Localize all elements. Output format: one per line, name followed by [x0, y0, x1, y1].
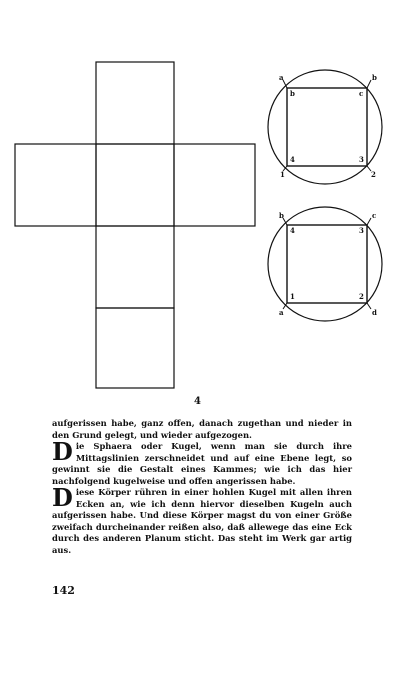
paragraph-2 — [52, 437, 352, 487]
square-lower — [287, 225, 367, 303]
figure-number: 4 — [194, 396, 201, 407]
paragraph-1: aufgerissen habe, ganz offen, danach zugethan und nieder in den Grund gelegt, und wieder aufgezogen. — [52, 418, 352, 440]
label-upper-b-inner: b — [290, 89, 295, 98]
label-upper-a: a — [279, 73, 284, 82]
cube-face-lower — [96, 226, 174, 308]
circle-upper — [268, 70, 382, 184]
paragraph-2-text: ie Sphaera oder Kugel, wenn man sie durch ihre Mittagslinien zerschneidet und auf eine Ebene legt, so gewinnt sie die Gestalt eines Kammes; wie ich das hier nachfolgend kugelweise und offen angerissen habe. — [52, 441, 352, 486]
circle-diagram-upper — [268, 70, 382, 184]
cube-face-left — [15, 144, 96, 226]
edge-lower-bc — [367, 218, 371, 225]
paragraph-3-text: iese Körper rühren in einer hohlen Kugel mit allen ihren Ecken an, wie ich denn hiervor dieselben Kugeln auch aufgerissen habe. Und diese Körper magst du von einer Größe zweifach durcheinander reißen also, daß allewege das eine Eck durch des anderen Planum sticht. Das steht im Werk gar artig aus. — [52, 487, 352, 555]
label-lower-a: a — [279, 308, 284, 317]
label-upper-b-outer: b — [372, 73, 377, 82]
body-text — [52, 418, 352, 556]
circle-diagram-lower — [268, 207, 382, 321]
paragraph-3 — [52, 483, 352, 556]
label-lower-d: d — [372, 308, 377, 317]
label-upper-4: 4 — [290, 155, 295, 164]
edge-upper-bc — [367, 80, 371, 88]
label-lower-b: b — [279, 211, 284, 220]
drop-cap-initial: D — [52, 483, 73, 512]
label-lower-3: 3 — [359, 226, 364, 235]
circle-lower — [268, 207, 382, 321]
drop-cap-initial: D — [52, 437, 73, 466]
cube-face-top — [96, 62, 174, 144]
label-lower-1: 1 — [290, 292, 295, 301]
edge-lower-cd — [367, 303, 371, 309]
label-lower-4: 4 — [290, 226, 295, 235]
label-lower-c: c — [372, 211, 377, 220]
cube-face-center — [96, 144, 174, 226]
label-upper-1: 1 — [280, 170, 285, 179]
label-upper-c: c — [359, 89, 364, 98]
square-upper — [287, 88, 367, 166]
label-lower-2: 2 — [359, 292, 364, 301]
label-upper-3: 3 — [359, 155, 364, 164]
page-number: 142 — [52, 584, 75, 597]
label-upper-2: 2 — [371, 170, 376, 179]
cube-face-bottom — [96, 308, 174, 388]
cube-face-right — [174, 144, 255, 226]
cube-net — [15, 62, 255, 388]
